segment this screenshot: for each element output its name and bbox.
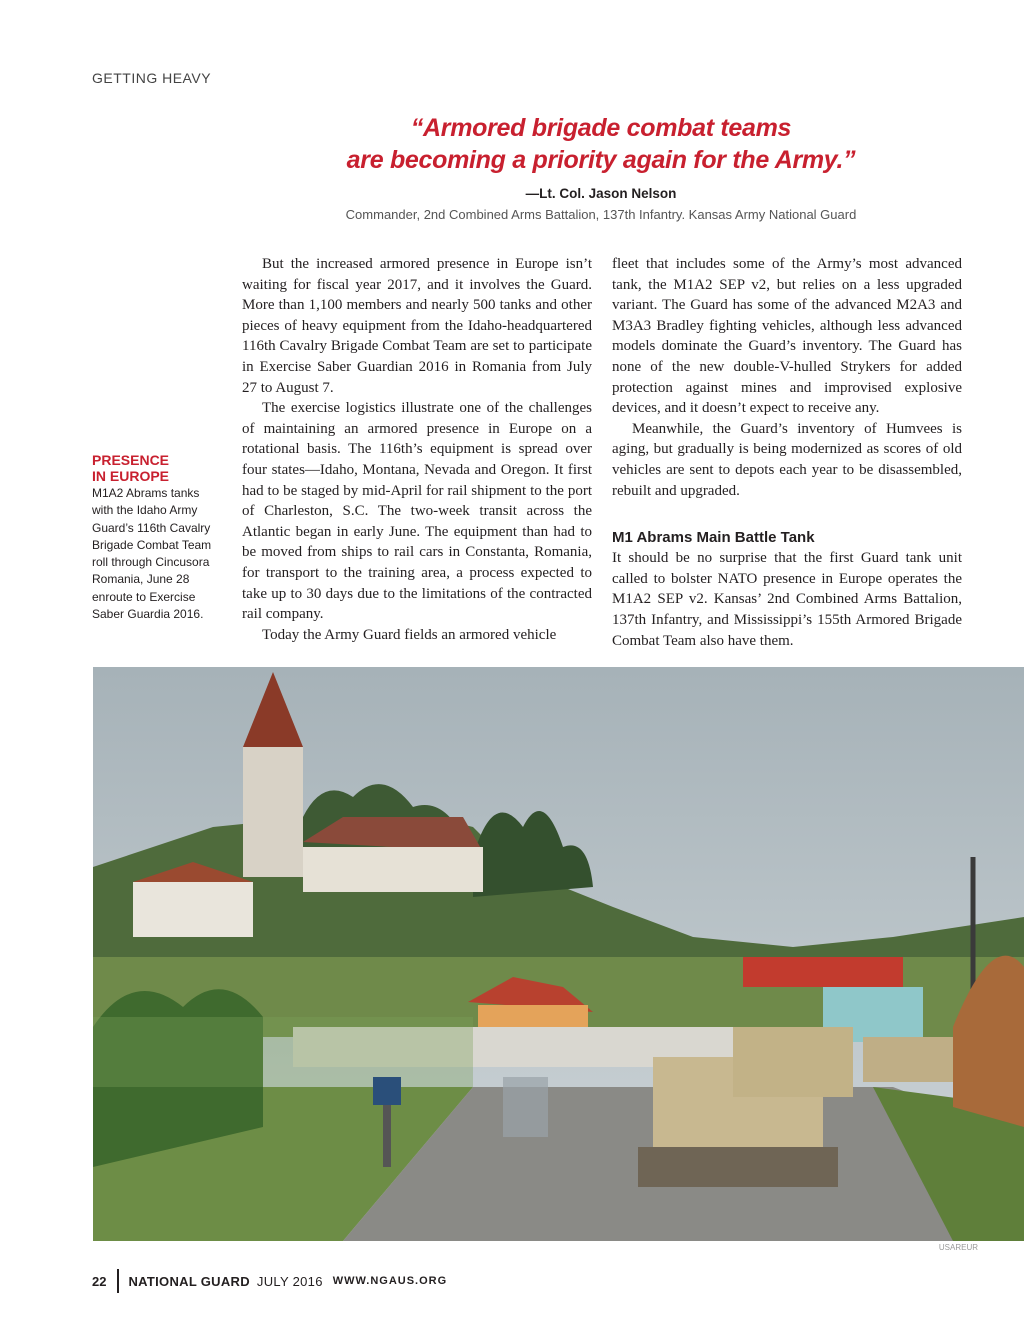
pull-quote-line-1: “Armored brigade combat teams	[410, 114, 792, 142]
publication-name: NATIONAL GUARD	[128, 1273, 250, 1289]
article-paragraph: But the increased armored presence in Europe isn’t waiting for fiscal year 2017, and it involves the Guard. More than 1,100 members and nearly 500 tanks and other pieces of heavy equipment from the Idaho-headquartered 116th Cavalry Brigade Combat Team are set to participate in Exercise Saber Guardian 2016 in Romania from July 27 to August 7.	[242, 256, 592, 396]
tank-2	[733, 1027, 853, 1097]
tank-3	[863, 1037, 953, 1082]
church-tower	[243, 747, 303, 877]
pull-quote-line-2: are becoming a priority again for the Army.”	[346, 146, 856, 174]
pull-quote-role: Commander, 2nd Combined Arms Battalion, 137th Infantry. Kansas Army National Guard	[345, 207, 857, 222]
page-footer	[92, 1268, 447, 1294]
article-column-right	[612, 254, 962, 651]
page-number: 22	[92, 1273, 107, 1289]
article-subhead: M1 Abrams Main Battle Tank	[612, 529, 815, 547]
photo-credit: USAREUR	[938, 1243, 978, 1252]
photo-caption	[92, 452, 224, 623]
article-column-left	[242, 254, 592, 645]
caption-title-line-2: IN EUROPE	[92, 468, 170, 484]
article-paragraph: It should be no surprise that the first Guard tank unit called to bolster NATO presence in Europe operates the M1A2 SEP v2. Kansas’ 2nd Combined Arms Battalion, 137th Infantry, and Mississippi’s 155th Armored Brigade Combat Team also have them.	[612, 550, 962, 649]
article-paragraph: Meanwhile, the Guard’s inventory of Humvees is aging, but gradually is being modernized as scores of old vehicles are sent to depots each year to be disassembled, rebuilt and upgraded.	[612, 420, 962, 499]
pull-quote	[240, 112, 962, 222]
caption-body: M1A2 Abrams tanks with the Idaho Army Guard’s 116th Cavalry Brigade Combat Team roll through Cincusora Romania, June 28 enroute to Exercise Saber Guardia 2016.	[92, 486, 212, 622]
caption-title-line-1: PRESENCE	[92, 452, 170, 468]
website-link[interactable]: WWW.NGAUS.ORG	[332, 1275, 448, 1287]
pull-quote-text	[240, 112, 962, 176]
article-paragraph: The exercise logistics illustrate one of the challenges of maintaining an armored presence in Europe on a rotational basis. The 116th’s equipment is spread over four states—Idaho, Montana, Nevada and Oregon. It first had to be staged by mid-April for rail shipment to the port of Charleston, S.C. The two-week transit across the Atlantic began in early June. The equipment than had to be moved from ships to rail cars in Constanta, Romania, for transport to the training area, a process expected to take up to 30 days due to the limitations of the contracted rail company.	[242, 400, 592, 623]
footer-divider	[117, 1269, 119, 1293]
issue-date: JULY 2016	[256, 1273, 323, 1289]
section-label: GETTING HEAVY	[92, 70, 212, 86]
tank-convoy-photo	[93, 667, 1024, 1241]
article-paragraph: Today the Army Guard fields an armored vehicle	[262, 626, 557, 643]
caption-title	[92, 452, 224, 484]
article-paragraph: fleet that includes some of the Army’s most advanced tank, the M1A2 SEP v2, but relies on a less upgraded variant. The Guard has some of the advanced M2A3 and M3A3 Bradley fighting vehicles, although less advanced models dominate the Guard’s inventory. The Guard has none of the new double-V-hulled Strykers for added protection against mines and improvised explosive devices, and it doesn’t expect to receive any.	[612, 256, 962, 417]
pull-quote-author: —Lt. Col. Jason Nelson	[525, 186, 677, 201]
